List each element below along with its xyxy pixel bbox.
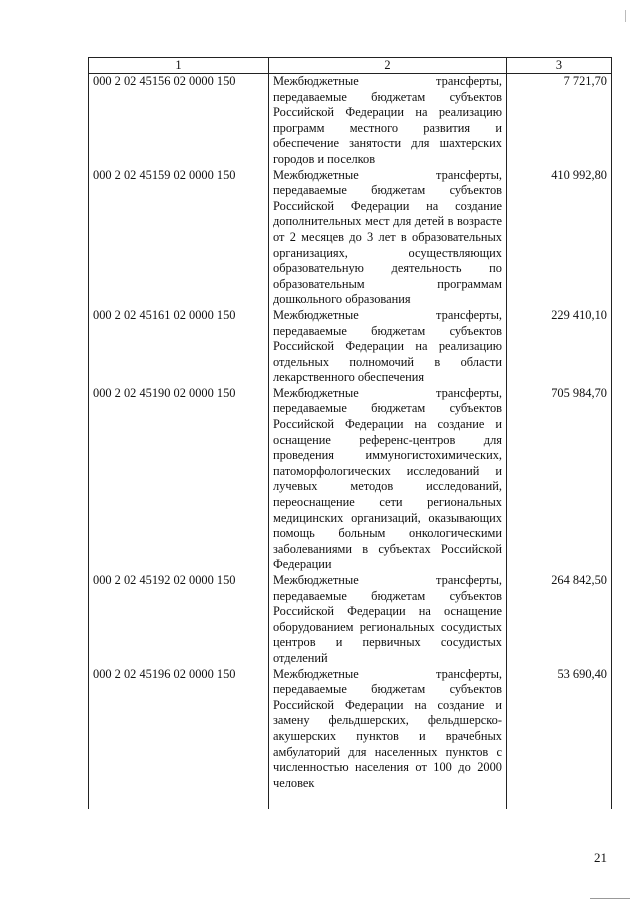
- table-row: [89, 168, 612, 308]
- page-number: 21: [594, 850, 607, 865]
- table-row: [89, 308, 612, 386]
- table-row: [89, 386, 612, 573]
- column-header-3: 3: [507, 58, 612, 74]
- amount: 705 984,70: [507, 386, 612, 573]
- table-header-row: [89, 58, 612, 74]
- scan-bottom-edge: [590, 898, 630, 899]
- budget-table: [88, 57, 612, 809]
- transfer-description: Межбюджетные трансферты, передаваемые бюджетам субъектов Российской Федерации на реализацию программ местного развития и обеспечение занятости для шахтерских городов и поселков: [269, 74, 507, 168]
- amount: 229 410,10: [507, 308, 612, 386]
- transfer-description: Межбюджетные трансферты, передаваемые бюджетам субъектов Российской Федерации на создание дополнительных мест для детей в возрасте от 2 месяцев до 3 лет в образовательных организациях, осуществляющих образовательную деятельность по образовательным программам дошкольного образования: [269, 168, 507, 308]
- budget-code: 000 2 02 45156 02 0000 150: [89, 74, 269, 168]
- scan-edge-mark: [625, 10, 626, 22]
- column-header-1: 1: [89, 58, 269, 74]
- transfer-description: Межбюджетные трансферты, передаваемые бюджетам субъектов Российской Федерации на реализацию отдельных полномочий в области лекарственного обеспечения: [269, 308, 507, 386]
- budget-code: 000 2 02 45196 02 0000 150: [89, 667, 269, 792]
- transfer-description: Межбюджетные трансферты, передаваемые бюджетам субъектов Российской Федерации на оснащение оборудованием региональных сосудистых центров и первичных сосудистых отделений: [269, 573, 507, 667]
- table-row: [89, 667, 612, 792]
- budget-code: 000 2 02 45190 02 0000 150: [89, 386, 269, 573]
- column-header-2: 2: [269, 58, 507, 74]
- table-tail-row: [89, 791, 612, 809]
- budget-code: 000 2 02 45161 02 0000 150: [89, 308, 269, 386]
- table-tail-cell: [89, 791, 269, 809]
- table-tail-cell: [507, 791, 612, 809]
- amount: 264 842,50: [507, 573, 612, 667]
- transfer-description: Межбюджетные трансферты, передаваемые бюджетам субъектов Российской Федерации на создание и оснащение референс-центров для проведения иммуногистохимических, патоморфологических исследований и лучевых методов исследований, переоснащение сети региональных медицинских организаций, оказывающих помощь больным онкологическими заболеваниями в субъектах Российской Федерации: [269, 386, 507, 573]
- amount: 410 992,80: [507, 168, 612, 308]
- table-row: [89, 573, 612, 667]
- amount: 7 721,70: [507, 74, 612, 168]
- transfer-description: Межбюджетные трансферты, передаваемые бюджетам субъектов Российской Федерации на создание и замену фельдшерских, фельдшерско-акушерских пунктов и врачебных амбулаторий для населенных пунктов с численностью населения от 100 до 2000 человек: [269, 667, 507, 792]
- table-row: [89, 74, 612, 168]
- budget-code: 000 2 02 45159 02 0000 150: [89, 168, 269, 308]
- table-tail-cell: [269, 791, 507, 809]
- budget-code: 000 2 02 45192 02 0000 150: [89, 573, 269, 667]
- amount: 53 690,40: [507, 667, 612, 792]
